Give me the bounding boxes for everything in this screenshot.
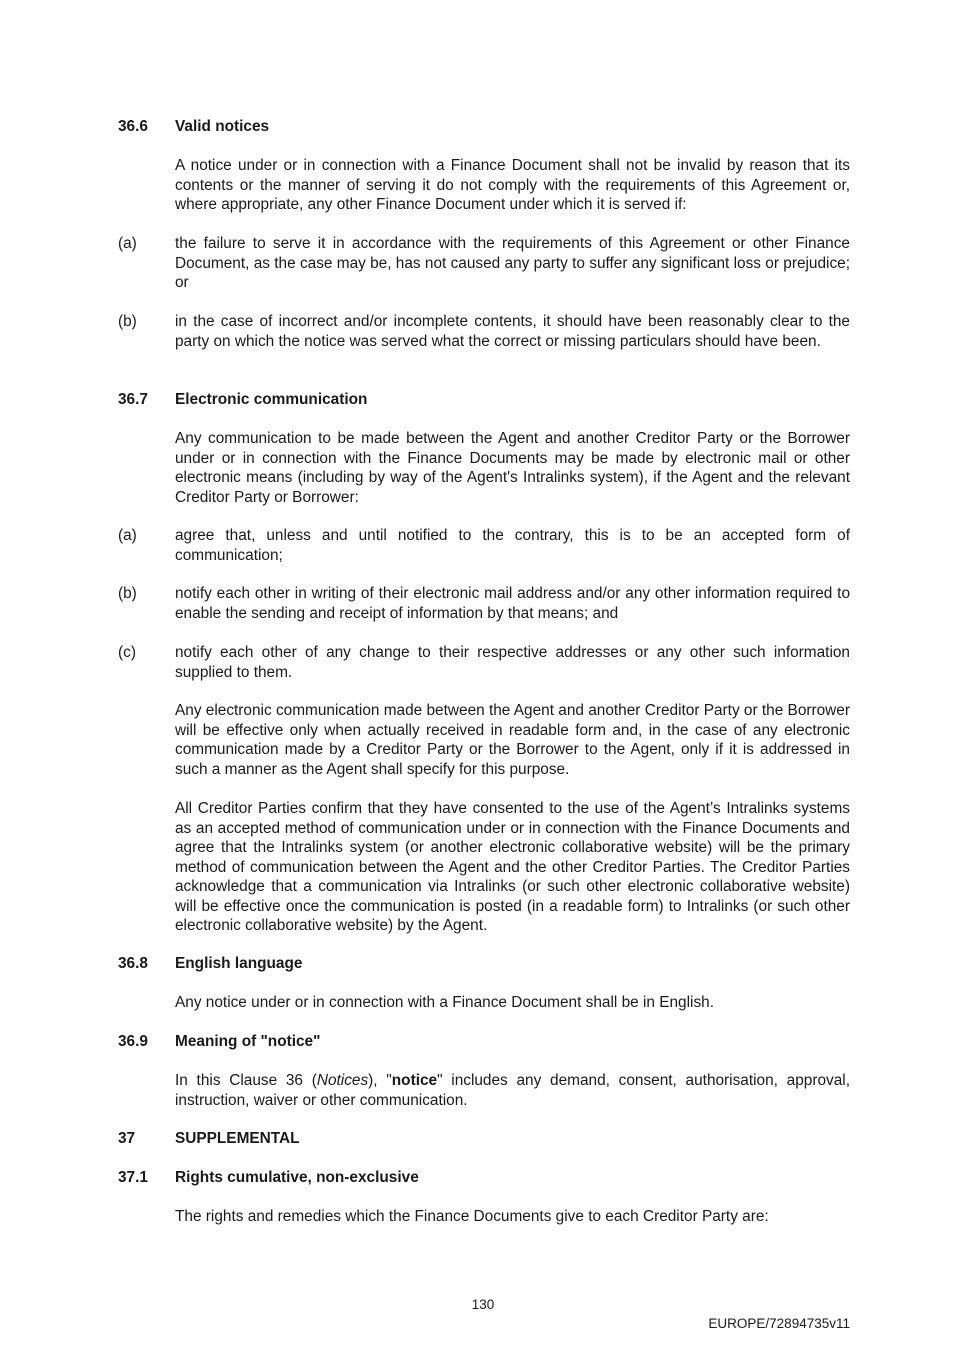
section-title: English language — [175, 955, 303, 972]
text-run: " includes any demand, consent, authorisation, approval, instruction, waiver or other communication. — [175, 1072, 850, 1109]
list-item-text: the failure to serve it in accordance with the requirements of this Agreement or other Finance Document, as the case may be, has not caused any party to suffer any significant loss or prejudice; or — [175, 235, 850, 291]
paragraph: Any notice under or in connection with a Finance Document shall be in English. — [175, 994, 714, 1011]
text-run: In this Clause 36 ( — [175, 1072, 317, 1089]
paragraph: Any electronic communication made between the Agent and another Creditor Party or the Borrower will be effective only when actually received in readable form and, in the case of any electronic communication made by a Creditor Party or the Borrower to the Agent, only if it is addressed in such a manner as the Agent shall specify for this purpose. — [175, 702, 850, 778]
document-reference: EUROPE/72894735v11 — [708, 1316, 850, 1331]
section-title: Rights cumulative, non-exclusive — [175, 1169, 419, 1186]
section-number: 36.7 — [118, 391, 148, 408]
paragraph: The rights and remedies which the Finance Documents give to each Creditor Party are: — [175, 1208, 769, 1225]
list-item-text: notify each other of any change to their respective addresses or any other such information supplied to them. — [175, 644, 850, 681]
section-number: 37.1 — [118, 1169, 148, 1186]
list-item-label: (b) — [118, 585, 137, 602]
list-item-text: agree that, unless and until notified to the contrary, this is to be an accepted form of communication; — [175, 527, 850, 564]
section-title: SUPPLEMENTAL — [175, 1130, 300, 1147]
section-title: Meaning of "notice" — [175, 1033, 321, 1050]
section-title: Valid notices — [175, 118, 270, 135]
list-item-text: notify each other in writing of their electronic mail address and/or any other information required to enable the sending and receipt of information by that means; and — [175, 585, 850, 622]
list-item-label: (c) — [118, 644, 136, 661]
section-number: 36.9 — [118, 1033, 148, 1050]
section-number: 37 — [118, 1130, 136, 1147]
italic-text: Notices — [316, 1072, 369, 1089]
list-item-text: in the case of incorrect and/or incomplete contents, it should have been reasonably clear to the party on which the notice was served what the correct or missing particulars should have been. — [175, 313, 850, 350]
section-intro-36-7: Any communication to be made between the Agent and another Creditor Party or the Borrower under or in connection with the Finance Documents may be made by electronic mail or other electronic means (including by way of the Agent's Intralinks system), if the Agent and the relevant Creditor Party or Borrower: — [175, 430, 850, 506]
bold-term: notice — [391, 1072, 438, 1089]
paragraph — [175, 1071, 850, 1110]
list-item-label: (a) — [118, 235, 137, 252]
text-run: ), " — [368, 1072, 392, 1089]
list-item-label: (a) — [118, 527, 137, 544]
section-number: 36.6 — [118, 118, 148, 135]
section-intro-36-6: A notice under or in connection with a Finance Document shall not be invalid by reason that its contents or the manner of serving it do not comply with the requirements of this Agreement or, where appropriate, any other Finance Document under which it is served if: — [175, 157, 850, 213]
paragraph: All Creditor Parties confirm that they have consented to the use of the Agent’s Intralinks systems as an accepted method of communication under or in connection with the Finance Documents and agree that the Intralinks system (or another electronic collaborative website) will be the primary method of communication between the Agent and the other Creditor Parties. The Creditor Parties acknowledge that a communication via Intralinks (or such other electronic collaborative website) will be effective once the communication is posted (in a readable form) to Intralinks (or such other electronic collaborative website) by the Agent. — [175, 800, 850, 934]
section-title: Electronic communication — [175, 391, 368, 408]
list-item-label: (b) — [118, 313, 137, 330]
section-number: 36.8 — [118, 955, 148, 972]
page-number: 130 — [471, 1297, 495, 1312]
